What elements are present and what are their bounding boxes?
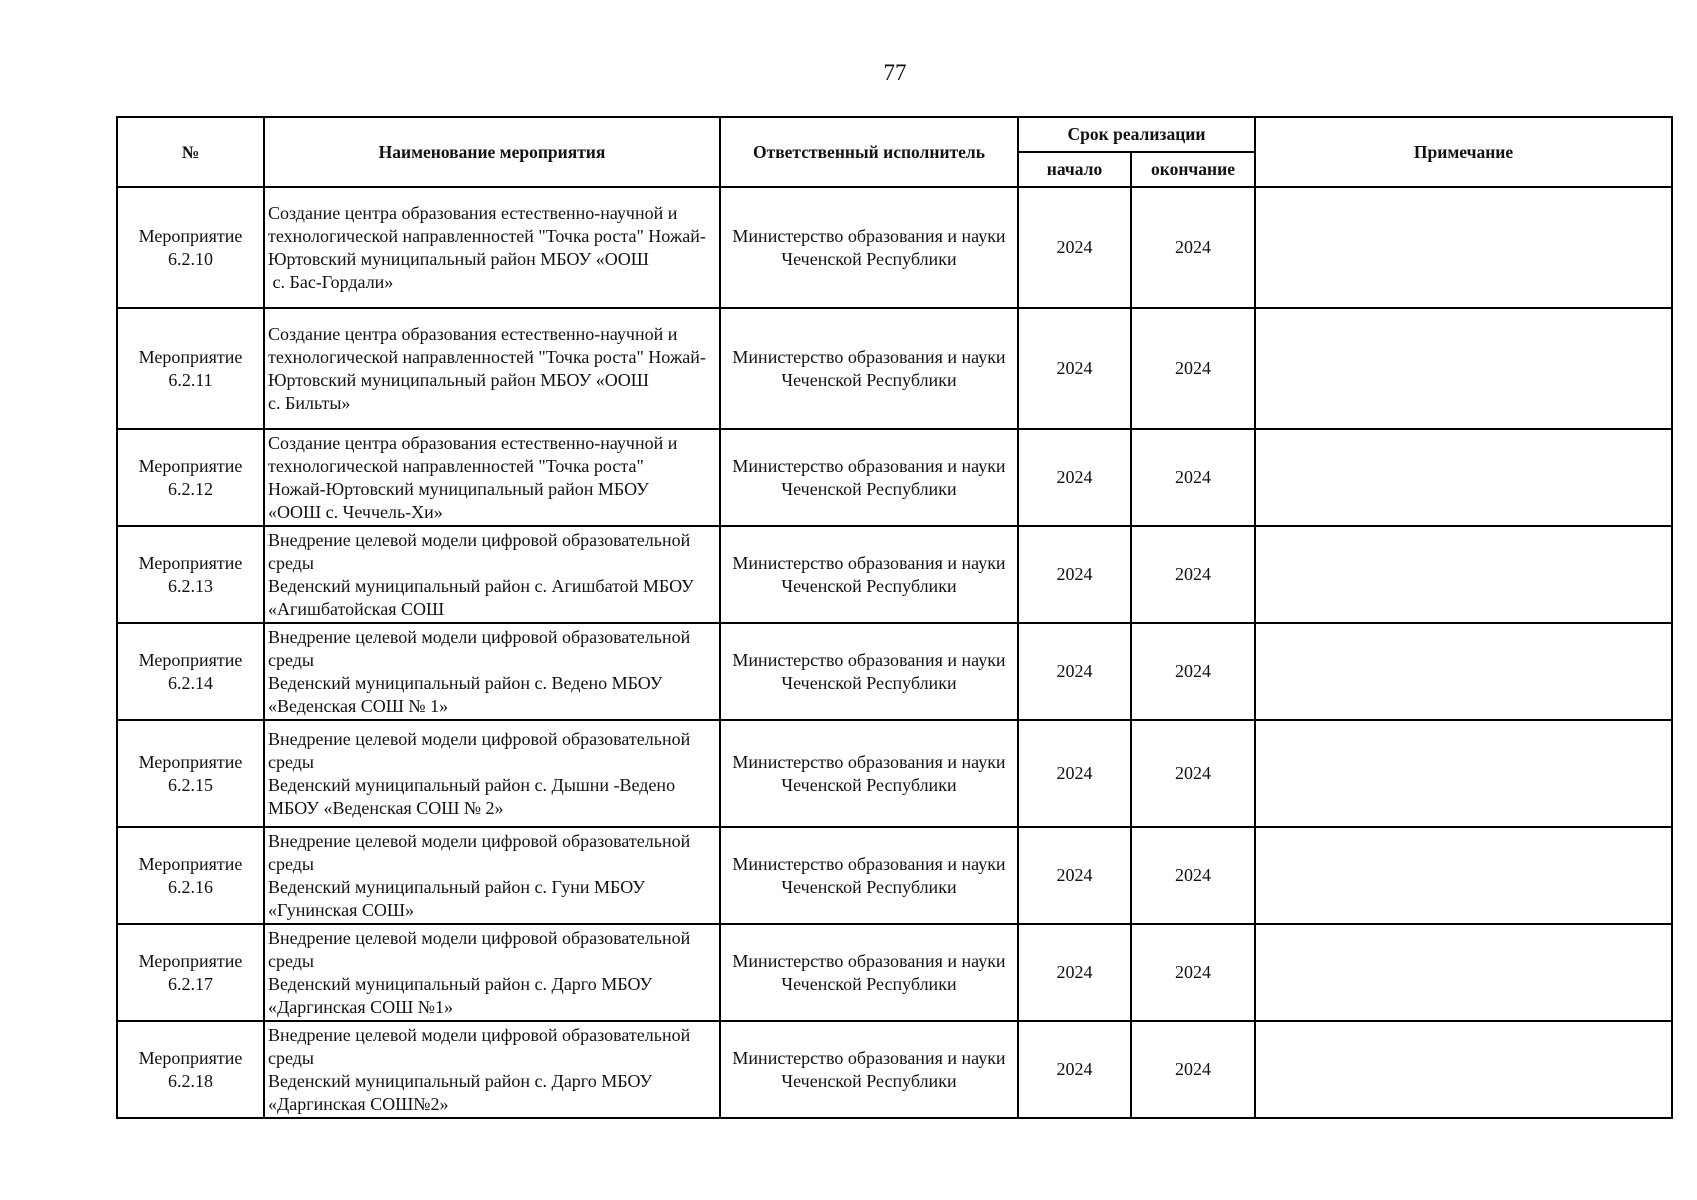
notes-cell [1255,526,1672,623]
end-year: 2024 [1131,187,1255,308]
notes-cell [1255,720,1672,827]
row-number: Мероприятие 6.2.15 [117,720,264,827]
responsible-executor: Министерство образования и науки Чеченской Республики [720,827,1018,924]
activity-name: Внедрение целевой модели цифровой образовательной среды Веденский муниципальный район с. Гуни МБОУ «Гунинская СОШ» [264,827,720,924]
table-row [117,429,1672,526]
start-year: 2024 [1018,429,1131,526]
table-row [117,720,1672,827]
activity-name: Внедрение целевой модели цифровой образовательной среды Веденский муниципальный район с. Дарго МБОУ «Даргинская СОШ №1» [264,924,720,1021]
header-start: начало [1018,152,1131,187]
notes-cell [1255,827,1672,924]
row-number: Мероприятие 6.2.18 [117,1021,264,1118]
table-row [117,623,1672,720]
responsible-executor: Министерство образования и науки Чеченской Республики [720,429,1018,526]
end-year: 2024 [1131,429,1255,526]
start-year: 2024 [1018,187,1131,308]
table-body [117,187,1672,1118]
page-number: 77 [883,60,907,85]
row-number: Мероприятие 6.2.14 [117,623,264,720]
activity-name: Создание центра образования естественно-научной и технологической направленностей "Точка роста" Ножай-Юртовский муниципальный район МБОУ «ООШ с. Чеччель-Хи» [264,429,720,526]
header-executor: Ответственный исполнитель [720,117,1018,187]
activity-name: Создание центра образования естественно-научной и технологической направленностей "Точка роста" Ножай- Юртовский муниципальный район МБОУ «ООШ с. Бильты» [264,308,720,429]
responsible-executor: Министерство образования и науки Чеченской Республики [720,187,1018,308]
responsible-executor: Министерство образования и науки Чеченской Республики [720,720,1018,827]
row-number: Мероприятие 6.2.16 [117,827,264,924]
notes-cell [1255,1021,1672,1118]
row-number: Мероприятие 6.2.11 [117,308,264,429]
end-year: 2024 [1131,526,1255,623]
table-row [117,924,1672,1021]
activity-name: Создание центра образования естественно-научной и технологической направленностей "Точка роста" Ножай- Юртовский муниципальный район МБОУ «ООШ с. Бас-Гордали» [264,187,720,308]
table-row [117,187,1672,308]
start-year: 2024 [1018,720,1131,827]
notes-cell [1255,623,1672,720]
activity-name: Внедрение целевой модели цифровой образовательной среды Веденский муниципальный район с. Агишбатой МБОУ «Агишбатойская СОШ [264,526,720,623]
start-year: 2024 [1018,924,1131,1021]
start-year: 2024 [1018,308,1131,429]
row-number: Мероприятие 6.2.12 [117,429,264,526]
start-year: 2024 [1018,1021,1131,1118]
activity-name: Внедрение целевой модели цифровой образовательной среды Веденский муниципальный район с. Дышни -Ведено МБОУ «Веденская СОШ № 2» [264,720,720,827]
end-year: 2024 [1131,720,1255,827]
notes-cell [1255,429,1672,526]
end-year: 2024 [1131,308,1255,429]
header-period: Срок реализации [1018,117,1255,152]
end-year: 2024 [1131,827,1255,924]
responsible-executor: Министерство образования и науки Чеченской Республики [720,526,1018,623]
end-year: 2024 [1131,623,1255,720]
row-number: Мероприятие 6.2.17 [117,924,264,1021]
activity-name: Внедрение целевой модели цифровой образовательной среды Веденский муниципальный район с. Дарго МБОУ «Даргинская СОШ№2» [264,1021,720,1118]
responsible-executor: Министерство образования и науки Чеченской Республики [720,924,1018,1021]
end-year: 2024 [1131,1021,1255,1118]
activity-name: Внедрение целевой модели цифровой образовательной среды Веденский муниципальный район с. Ведено МБОУ «Веденская СОШ № 1» [264,623,720,720]
start-year: 2024 [1018,623,1131,720]
responsible-executor: Министерство образования и науки Чеченской Республики [720,623,1018,720]
row-number: Мероприятие 6.2.10 [117,187,264,308]
header-notes: Примечание [1255,117,1672,187]
responsible-executor: Министерство образования и науки Чеченской Республики [720,1021,1018,1118]
header-name: Наименование мероприятия [264,117,720,187]
table-row [117,1021,1672,1118]
table-row [117,308,1672,429]
header-end: окончание [1131,152,1255,187]
notes-cell [1255,308,1672,429]
notes-cell [1255,187,1672,308]
table-row [117,526,1672,623]
table-row [117,827,1672,924]
responsible-executor: Министерство образования и науки Чеченской Республики [720,308,1018,429]
start-year: 2024 [1018,526,1131,623]
row-number: Мероприятие 6.2.13 [117,526,264,623]
start-year: 2024 [1018,827,1131,924]
notes-cell [1255,924,1672,1021]
header-num: № [117,117,264,187]
end-year: 2024 [1131,924,1255,1021]
activities-table [116,116,1673,1119]
